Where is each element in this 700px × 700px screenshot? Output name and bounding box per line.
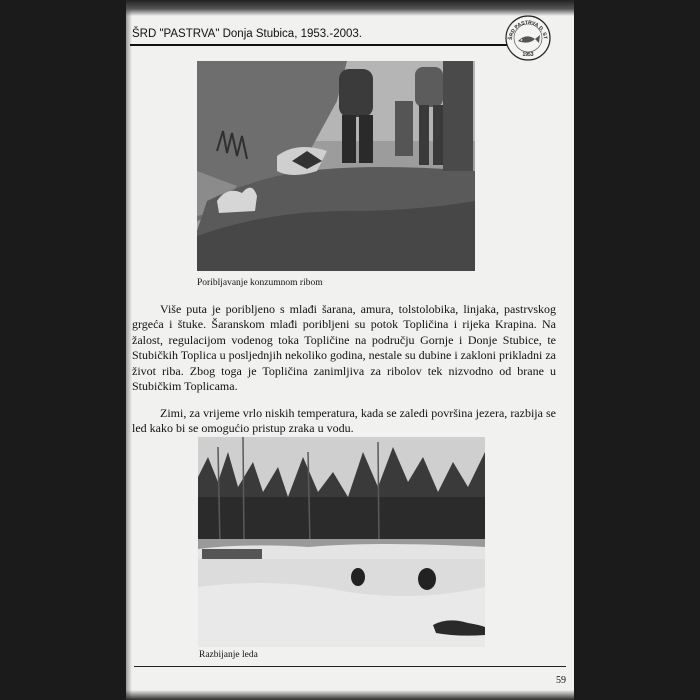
photo-fish-stocking — [197, 61, 475, 271]
photo-breaking-ice — [198, 437, 485, 647]
club-logo — [504, 14, 552, 62]
header-rule — [130, 44, 508, 46]
logo-year: 1953 — [522, 52, 534, 58]
page-number: 59 — [556, 675, 566, 686]
paragraph-stocking: Više puta je poribljeno s mlađi šarana, amura, tolstolobika, linjaka, pastrvskog grgeća i štuke. Šaranskom mlađi poribljeni su potok Topličina i rijeka Krapina. Na žalost, regulacijom vodenog toka Topličine na području Gornje i Donje Stubice, te Stubičkih Toplica u posljednjih nekoliko godina, nestale su dubine i zakloni prikladni za život riba. Zbog toga je Topličina zanimljiva za ribolov tek nizvodno od brane u Stubičkim Toplicama. — [132, 302, 556, 394]
book-page — [126, 0, 574, 700]
logo-text: ŠRD PASTRVA D. ST — [507, 19, 549, 41]
caption-breaking-ice: Razbijanje leda — [199, 650, 258, 660]
paragraph-winter: Zimi, za vrijeme vrlo niskih temperatura, kada se zaledi površina jezera, razbija se led kako bi se omogućio pristup zraka u vodu. — [132, 406, 556, 436]
caption-fish-stocking: Poribljavanje konzumnom ribom — [197, 278, 323, 288]
bottom-edge-shadow — [126, 690, 574, 700]
running-header: ŠRD "PASTRVA" Donja Stubica, 1953.-2003. — [132, 28, 362, 40]
footer-rule — [134, 666, 566, 667]
